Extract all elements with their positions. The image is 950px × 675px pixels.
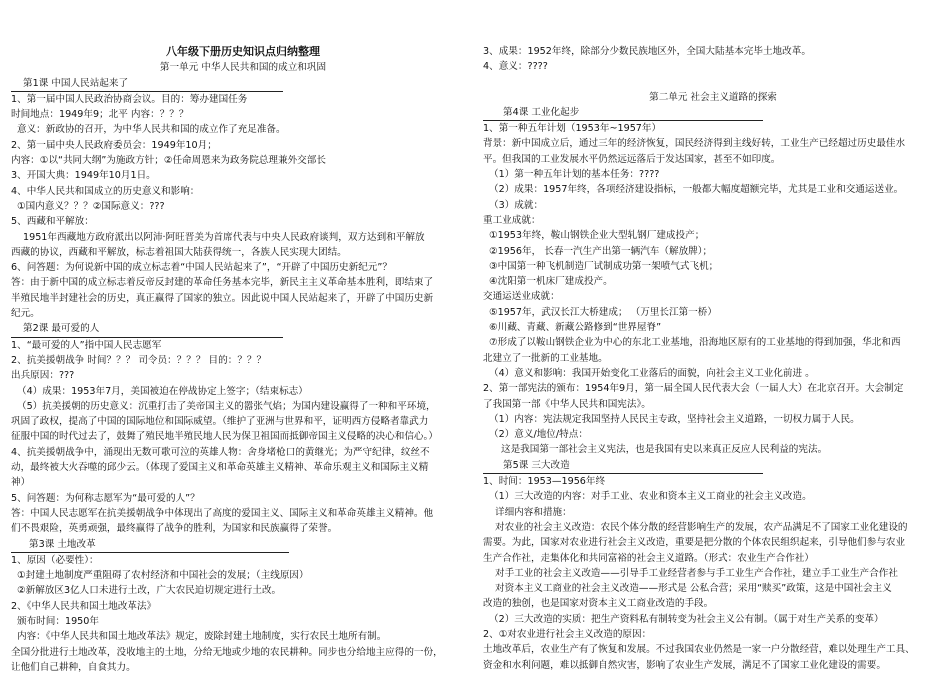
right-text-line: （1）三大改造的内容：对手工业、农业和资本主义工商业的社会主义改造。 bbox=[489, 491, 812, 503]
left-text-line: 意义：新政协的召开，为中华人民共和国的成立作了充足准备。 bbox=[17, 124, 286, 136]
left-text-line: 们不畏艰险，英勇顽强，最终赢得了战争的胜利，为国家和民族赢得了荣誉。 bbox=[11, 523, 338, 535]
right-text-line: 背景：新中国成立后，通过三年的经济恢复，国民经济得到主线好转，工业生产已经超过历史最佳水 bbox=[483, 138, 906, 150]
left-text-line: 1、第一届中国人民政治协商会议。目的：筹办建国任务 bbox=[11, 93, 248, 105]
left-text-line: 4、抗美援朝战争中，涌现出无数可歌可泣的英雄人物：舍身堵枪口的黄继光；为严守纪律，纹丝不 bbox=[11, 446, 430, 458]
left-text-line: 2、第一届中央人民政府委员会：1949年10月； bbox=[11, 139, 217, 151]
right-text-line: ⑦形成了以鞍山钢铁企业为中心的东北工业基地，沿海地区原有的工业基地的得到加强，华北和西 bbox=[489, 337, 901, 349]
left-text-line: 5、问答题：为何称志愿军为“最可爱的人”？ bbox=[11, 492, 200, 504]
left-text-line: 内容：《中华人民共和国土地改革法》规定，废除封建土地制度，实行农民土地所有制。 bbox=[17, 631, 387, 643]
left-text-line: （4）成果：1953年7月，美国被迫在停战协定上签字；（结束标志） bbox=[17, 385, 308, 397]
left-text-line: 征服中国的时代过去了，鼓舞了殖民地半殖民地人民为保卫祖国而抵御帝国主义侵略的决心和信心。） bbox=[11, 431, 438, 443]
right-text-line: （2）意义/地位/特点： bbox=[489, 429, 588, 441]
left-text-line: 4、中华人民共和国成立的历史意义和影响： bbox=[11, 185, 200, 197]
left-text-line: ①封建土地制度严重阻碍了农村经济和中国社会的发展；（主线原因） bbox=[17, 570, 309, 582]
left-text-line: （5）抗美援朝的历史意义：沉重打击了美帝国主义的嚣张气焰；为国内建设赢得了一种和平环境， bbox=[17, 400, 436, 412]
right-text-line: （2）三大改造的实质：把生产资料私有制转变为社会主义公有制。（属于对生产关系的变革） bbox=[489, 613, 884, 625]
left-text-line: 神） bbox=[11, 477, 31, 489]
right-text-line: 第二单元 社会主义道路的探索 bbox=[649, 91, 777, 103]
left-text-line: 1、“最可爱的人”指中国人民志愿军 bbox=[11, 339, 162, 351]
left-text-line: 答：中国人民志愿军在抗美援朝战争中体现出了高度的爱国主义、国际主义和革命英雄主义精神。他 bbox=[11, 507, 434, 519]
right-text-line: 第5课 三大改造 bbox=[483, 458, 763, 474]
right-text-line: 土地改革后，农业生产有了恢复和发展。不过我国农业仍然是一家一户分散经营，难以处理生产工具、 bbox=[483, 644, 915, 656]
right-text-line: 需要。为此，国家对农业进行社会主义改造，重要是把分散的个体农民组织起来，引导他们参与农业 bbox=[483, 537, 906, 549]
right-text-line: 对资本主义工商业的社会主义改造——形式是 公私合营；采用“赎买”政策，这是中国社会主义 bbox=[495, 583, 892, 595]
right-text-line: 交通运送业成就： bbox=[483, 291, 560, 303]
right-text-line: ⑥川藏、青藏、新藏公路修到“世界屋脊” bbox=[489, 322, 662, 334]
right-text-line: ③中国第一种飞机制造厂试制成功第一架喷气式飞机； bbox=[489, 260, 719, 272]
right-column bbox=[483, 44, 943, 673]
right-text-line: 这是我国第一部社会主义宪法，也是我国有史以来真正反应人民利益的宪法。 bbox=[501, 444, 828, 456]
right-text-line: 详细内容和措施： bbox=[495, 506, 572, 518]
left-text-line: 动，最终被大火吞噬的邱少云。（体现了爱国主义和革命英雄主义精神、革命乐观主义和国际主义精 bbox=[11, 462, 429, 474]
left-text-line: 全国分批进行土地改革，没收地主的土地，分给无地或少地的农民耕种。同步也分给地主应得的一份， bbox=[11, 646, 443, 658]
left-text-line: 第3课 土地改革 bbox=[11, 537, 289, 553]
left-column bbox=[11, 44, 475, 675]
left-text-line: 巩固了政权，提高了中国的国际地位和国际威望。（维护了亚洲与世界和平，证明西方侵略者靠武力 bbox=[11, 416, 429, 428]
right-text-line: （1）内容：宪法规定我国坚持人民民主专政，坚持社会主义道路，一切权力属于人民。 bbox=[489, 413, 860, 425]
left-text-line: 2、《中华人民共和国土地改革法》 bbox=[11, 600, 157, 612]
left-text-line: 答：由于新中国的成立标志着反帝反封建的革命任务基本完毕，新民主主义革命基本胜利，即结束了 bbox=[11, 277, 434, 289]
right-text-line: 第4课 工业化起步 bbox=[483, 105, 763, 121]
right-text-line: ②1956年， 长春一汽生产出第一辆汽车（解放牌）； bbox=[489, 245, 713, 257]
left-text-line: 西藏的协议，西藏和平解放，标志着祖国大陆获得统一，各族人民实现大团结。 bbox=[11, 246, 347, 258]
left-text-line: 出兵原因：??? bbox=[11, 370, 75, 382]
left-text-line: ①国内意义？？？②国际意义：??? bbox=[17, 200, 165, 212]
right-text-line: 重工业成就： bbox=[483, 214, 541, 226]
left-text-line: 第1课 中国人民站起来了 bbox=[11, 76, 283, 92]
right-text-line: ⑤1957年，武汉长江大桥建成； （万里长江第一桥） bbox=[489, 306, 717, 318]
right-text-line: 了我国第一部《中华人民共和国宪法》。 bbox=[483, 398, 651, 410]
right-text-line: 对手工业的社会主义改造——引导手工业经营者参与手工业生产合作社，建立手工业生产合作社 bbox=[495, 567, 898, 579]
left-text-line: 5、西藏和平解放： bbox=[11, 216, 94, 228]
right-text-line bbox=[483, 75, 943, 90]
right-text-line: ①1953年终，鞍山钢铁企业大型轧钢厂建成投产； bbox=[489, 230, 705, 242]
left-text-line: ②新解放区3亿人口未进行土改，广大农民迫切规定进行土改。 bbox=[17, 585, 282, 597]
right-text-line: 3、成果：1952年终，除部分少数民族地区外，全国大陆基本完毕土地改革。 bbox=[483, 46, 811, 57]
right-text-line: 生产合作社，走集体化和共同富裕的社会主义道路。（形式：农业生产合作社） bbox=[483, 552, 814, 564]
right-text-line: 2、第一部宪法的颁布：1954年9月，第一届全国人民代表大会（一届人大）在北京召开。大会制定 bbox=[483, 383, 904, 395]
right-text-line: 4、意义：???? bbox=[483, 61, 548, 73]
right-text-line: （1）第一种五年计划的基本任务：???? bbox=[489, 169, 660, 181]
right-text-line: （2）成果：1957年终，各项经济建设指标，一般都大幅度超额完毕，尤其是工业和交通运送业。 bbox=[489, 184, 904, 196]
right-text-line: 对农业的社会主义改造：农民个体分散的经营影响生产的发展，农产品满足不了国家工业化建设的 bbox=[495, 521, 908, 533]
right-text-line: （3）成就： bbox=[489, 199, 544, 211]
left-text-line: 2、抗美援朝战争 时间？？？ 司令员：？？？ 目的：？？？ bbox=[11, 354, 267, 366]
right-text-line: 平。但我国的工业发展水平仍然远远落后于发达国家，甚至不如印度。 bbox=[483, 153, 781, 165]
left-text-line: 第一单元 中华人民共和国的成立和巩固 bbox=[159, 62, 327, 74]
right-text-line: 改造的独创，也是国家对资本主义工商业改造的手段。 bbox=[483, 598, 714, 610]
left-text-line: 1、原因（必要性）： bbox=[11, 554, 99, 566]
left-text-line: 6、问答题：为何说新中国的成立标志着“中国人民站起来了”，“开辟了中国历史新纪元”？ bbox=[11, 262, 392, 274]
right-text-line: 2、①对农业进行社会主义改造的原因： bbox=[483, 628, 652, 640]
left-text-line: 时间地点：1949年9；北平 内容：？？？ bbox=[11, 109, 189, 121]
left-text-line: 内容：①以“共同大纲”为施政方针；②任命周恩来为政务院总理兼外交部长 bbox=[11, 155, 326, 167]
left-text-line: 颁布时间：1950年 bbox=[17, 615, 99, 627]
left-text-line: 3、开国大典：1949年10月1日。 bbox=[11, 170, 156, 182]
right-text-line: 1、第一种五年计划（1953年~1957年） bbox=[483, 123, 662, 135]
left-text-line: 1951年西藏地方政府派出以阿沛·阿旺晋美为首席代表与中央人民政府谈判，双方达到和平解放 bbox=[23, 231, 425, 243]
left-text-line: 第2课 最可爱的人 bbox=[11, 321, 283, 337]
right-text-line: 北建立了一批新的工业基地。 bbox=[483, 352, 608, 364]
right-text-line: 资金和水利问题，难以抵御自然灾害，影响了农业生产发展，满足不了国家工业化建设的需要。 bbox=[483, 659, 886, 671]
right-text-line: ④沈阳第一机床厂建成投产。 bbox=[489, 276, 613, 288]
left-text-line: 纪元。 bbox=[11, 308, 40, 320]
left-text-line: 八年级下册历史知识点归纳整理 bbox=[166, 45, 320, 58]
left-text-line: 让他们自己耕种，自食其力。 bbox=[11, 661, 136, 673]
left-text-line: 半殖民地半封建社会的历史，真正赢得了国家的独立。因此说中国人民站起来了，开辟了中国历史新 bbox=[11, 292, 434, 304]
right-text-line: （4）意义和影响：我国开始变化工业落后的面貌，向社会主义工业化前进 。 bbox=[489, 367, 815, 379]
right-text-line: 1、时间：1953—1956年终 bbox=[483, 476, 606, 488]
